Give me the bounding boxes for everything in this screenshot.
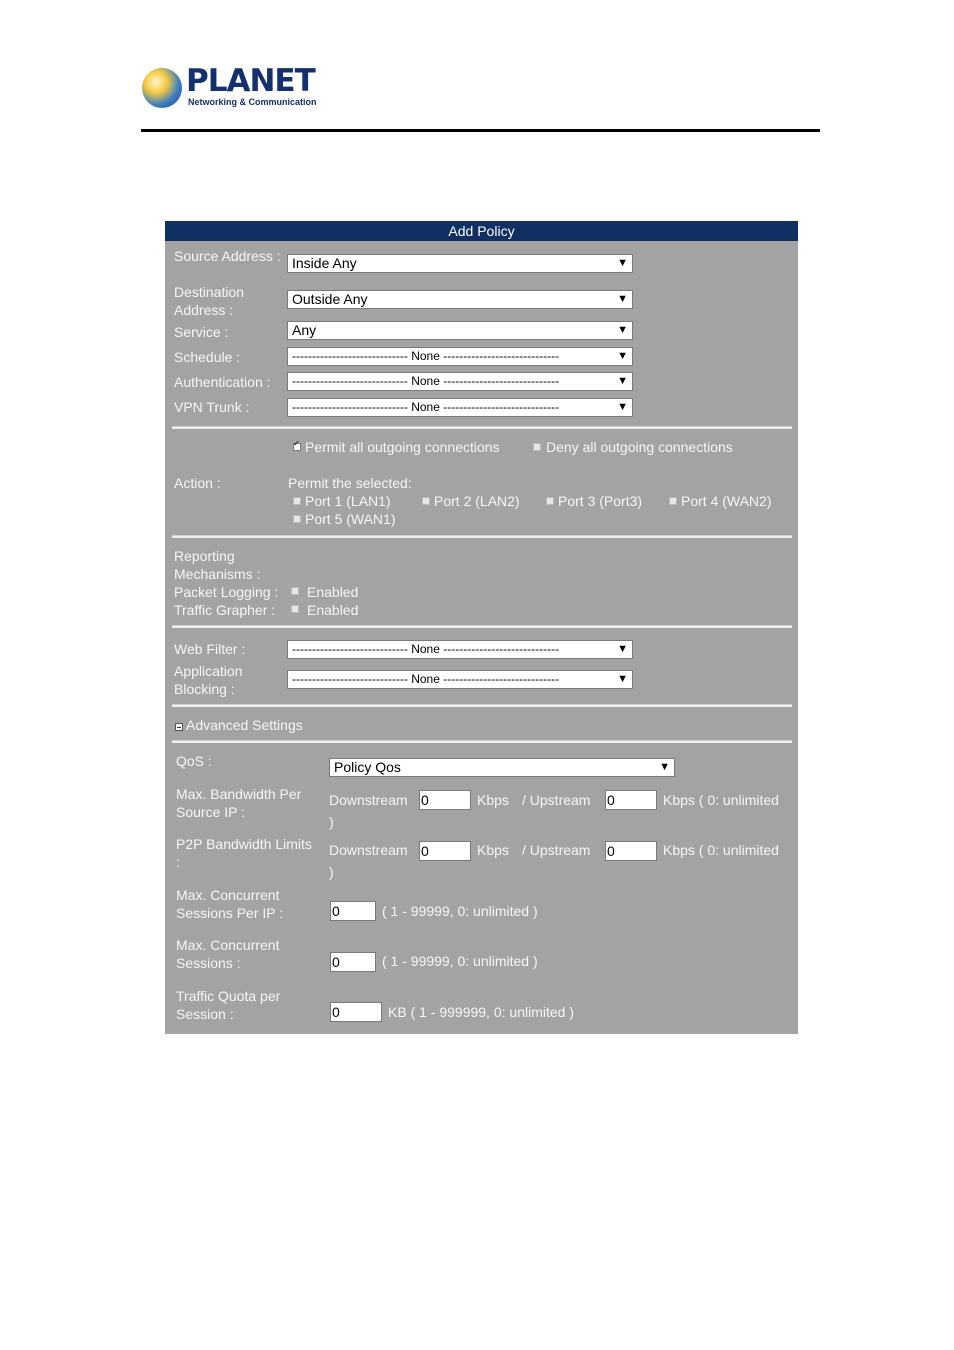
action-label: Action : [174,475,221,491]
dropdown-arrow-icon: ▼ [617,293,628,305]
permit-all-label: Permit all outgoing connections [305,439,500,455]
port4-label: Port 4 (WAN2) [681,493,772,509]
sessions-per-ip-label-line2: Sessions Per IP : [176,905,284,921]
reporting-label-line1: Reporting [174,548,235,564]
dropdown-arrow-icon: ▼ [617,375,628,387]
service-label: Service : [174,324,229,340]
sessions-label-line1: Max. Concurrent [176,937,280,953]
sessions-per-ip-input[interactable]: 0 [330,901,376,921]
application-blocking-select[interactable] [287,670,633,689]
deny-all-label: Deny all outgoing connections [546,439,733,455]
port5-label: Port 5 (WAN1) [305,511,396,527]
authentication-select[interactable] [287,372,633,391]
max-bandwidth-label-line1: Max. Bandwidth Per [176,786,302,802]
port3-label: Port 3 (Port3) [558,493,643,509]
max-bandwidth-label-line2: Source IP : [176,804,246,820]
qos-value: Policy Qos [334,759,401,775]
p2p-kbps-label: Kbps [477,842,509,858]
reporting-label-line2: Mechanisms : [174,566,261,582]
sessions-per-ip-hint: ( 1 - 99999, 0: unlimited ) [382,903,538,919]
dropdown-arrow-icon: ▼ [617,401,628,413]
dropdown-arrow-icon: ▼ [617,350,628,362]
port1-checkbox[interactable] [293,497,301,505]
web-filter-value: ----------------------------- None ----------------------------- [292,642,560,656]
permit-selected-label: Permit the selected: [288,475,412,491]
traffic-quota-hint: KB ( 1 - 999999, 0: unlimited ) [388,1004,574,1020]
traffic-quota-label-line2: Session : [176,1006,234,1022]
application-blocking-value: ----------------------------- None ----------------------------- [292,672,560,686]
destination-address-label-line2: Address : [174,302,234,318]
add-policy-panel [165,221,798,1034]
destination-address-label-line1: Destination [174,284,245,300]
traffic-quota-label-line1: Traffic Quota per [176,988,281,1004]
port1-label: Port 1 (LAN1) [305,493,391,509]
port3-checkbox[interactable] [546,497,554,505]
web-filter-select[interactable] [287,640,633,659]
vpn-trunk-select[interactable] [287,398,633,417]
authentication-label: Authentication : [174,374,271,390]
service-select[interactable] [287,321,633,340]
dropdown-arrow-icon: ▼ [659,761,670,773]
brand-tagline: Networking & Communication [188,97,317,107]
dropdown-arrow-icon: ▼ [617,324,628,336]
application-blocking-label-line2: Blocking : [174,681,235,697]
source-address-value: Inside Any [292,255,357,271]
schedule-value: ----------------------------- None ----------------------------- [292,349,560,363]
max-bw-upstream-input[interactable]: 0 [605,790,657,810]
max-bw-hint: Kbps ( 0: unlimited [663,792,779,808]
destination-address-select[interactable] [287,290,633,309]
qos-select[interactable] [329,758,675,777]
sessions-input[interactable]: 0 [330,952,376,972]
p2p-downstream-input[interactable]: 0 [419,841,471,861]
dropdown-arrow-icon: ▼ [617,257,628,269]
section-divider [172,535,792,538]
p2p-hint-close: ) [329,864,334,880]
sessions-hint: ( 1 - 99999, 0: unlimited ) [382,953,538,969]
service-value: Any [292,322,317,338]
max-bw-downstream-label: Downstream [329,792,408,808]
p2p-bandwidth-label-line2: : [176,854,180,870]
p2p-upstream-label: / Upstream [522,842,591,858]
destination-address-value: Outside Any [292,291,368,307]
application-blocking-label-line1: Application [174,663,243,679]
source-address-label: Source Address : [174,248,281,264]
vpn-trunk-value: ----------------------------- None ----------------------------- [292,400,560,414]
traffic-grapher-enabled: Enabled [307,602,359,618]
section-divider [172,625,792,628]
advanced-settings-label[interactable]: Advanced Settings [186,717,303,733]
max-bw-hint-close: ) [329,814,334,830]
sessions-label-line2: Sessions : [176,955,241,971]
dropdown-arrow-icon: ▼ [617,673,628,685]
schedule-label: Schedule : [174,349,241,365]
sessions-per-ip-label-line1: Max. Concurrent [176,887,280,903]
web-filter-label: Web Filter : [174,641,246,657]
port5-checkbox[interactable] [293,515,301,523]
traffic-grapher-label: Traffic Grapher : [174,602,276,618]
packet-logging-label: Packet Logging : [174,584,279,600]
globe-icon [142,68,182,108]
section-divider [172,704,792,707]
planet-logo [142,63,342,112]
p2p-bandwidth-label-line1: P2P Bandwidth Limits [176,836,312,852]
packet-logging-enabled: Enabled [307,584,359,600]
source-address-select[interactable] [287,254,633,273]
dropdown-arrow-icon: ▼ [617,643,628,655]
schedule-select[interactable] [287,347,633,366]
qos-label: QoS : [176,753,212,769]
section-divider [172,426,792,429]
permit-all-checkbox[interactable] [293,443,301,451]
max-bw-downstream-input[interactable]: 0 [419,790,471,810]
section-divider [172,740,792,743]
packet-logging-checkbox[interactable] [291,587,299,595]
collapse-toggle-icon[interactable] [175,723,183,731]
vpn-trunk-label: VPN Trunk : [174,399,250,415]
port2-checkbox[interactable] [422,497,430,505]
deny-all-checkbox[interactable] [533,443,541,451]
port2-label: Port 2 (LAN2) [434,493,520,509]
brand-name: PLANET [186,63,315,99]
header-rule [141,129,820,132]
max-bw-kbps-label: Kbps [477,792,509,808]
p2p-hint: Kbps ( 0: unlimited [663,842,779,858]
authentication-value: ----------------------------- None ----------------------------- [292,374,560,388]
traffic-grapher-checkbox[interactable] [291,605,299,613]
port4-checkbox[interactable] [669,497,677,505]
p2p-upstream-input[interactable]: 0 [605,841,657,861]
panel-title: Add Policy [165,221,798,241]
p2p-downstream-label: Downstream [329,842,408,858]
traffic-quota-input[interactable]: 0 [330,1002,382,1022]
max-bw-upstream-label: / Upstream [522,792,591,808]
